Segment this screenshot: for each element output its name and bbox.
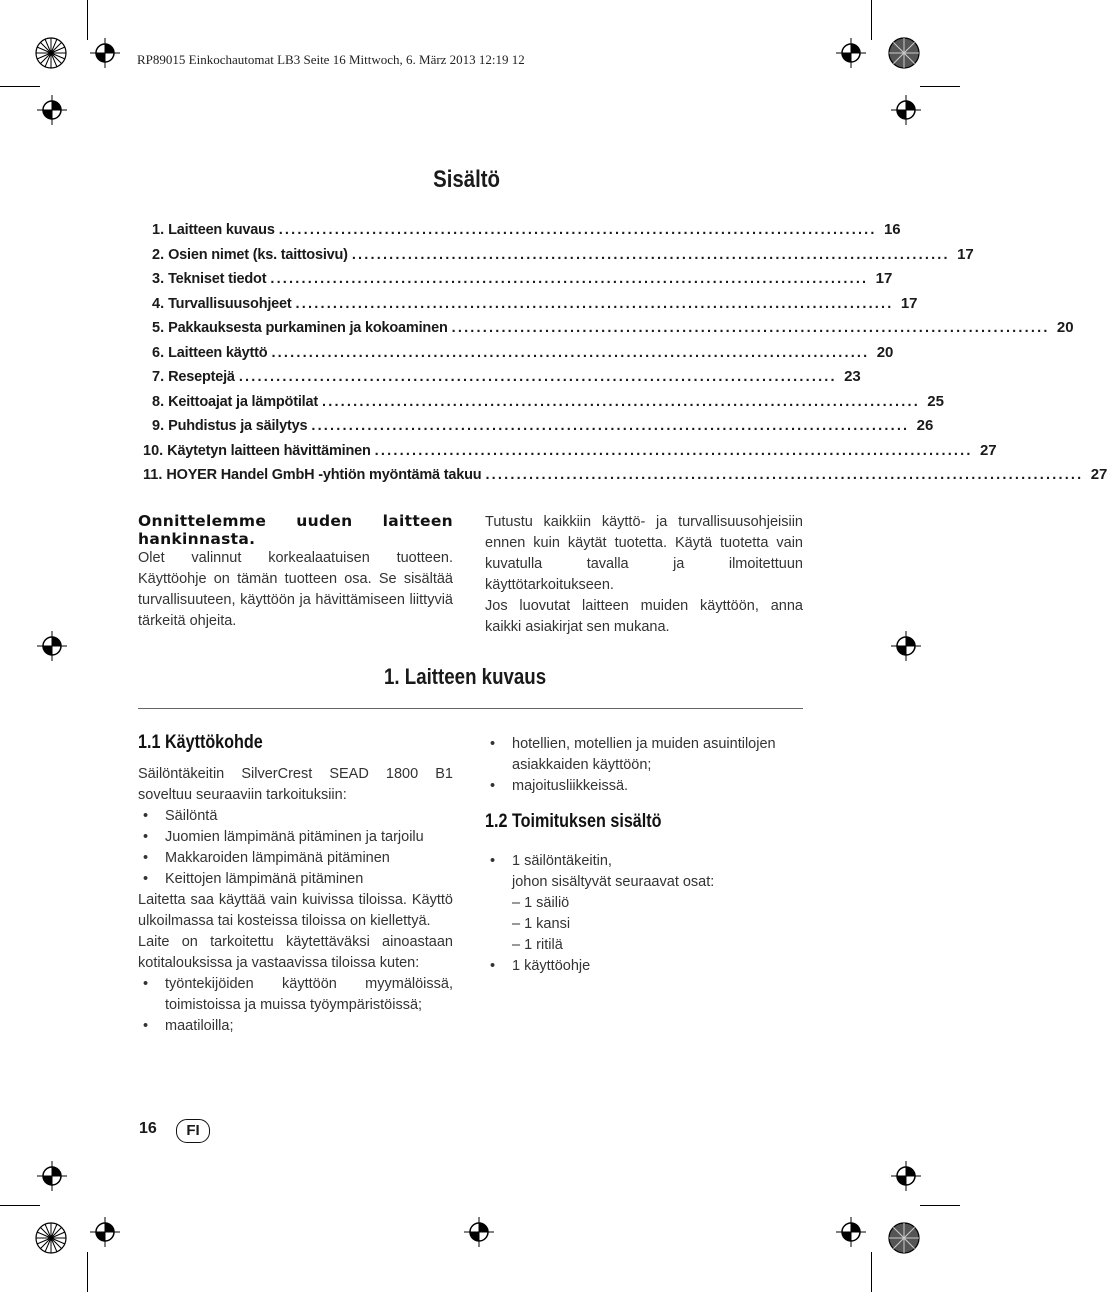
toc-leader-dots: ................................................................................................ <box>278 222 877 238</box>
toc-entry[interactable] <box>152 245 974 271</box>
intro-paragraph: Jos luovutat laitteen muiden käyttöön, anna kaikki asiakirjat sen mukana. <box>485 598 803 635</box>
toc-entry-number: 1. <box>152 222 165 238</box>
toc-entry[interactable] <box>152 368 861 393</box>
list-item: • maatiloilla; <box>138 1016 453 1037</box>
toc-entry-page: 23 <box>844 368 861 385</box>
paragraph: Säilöntäkeitin SilverCrest SEAD 1800 B1 soveltuu seuraaviin tarkoituksiin: <box>138 766 453 803</box>
toc-entry-page: 17 <box>875 270 893 287</box>
toc-leader-dots: ................................................................................................ <box>485 467 1084 483</box>
list-item: • työntekijöiden käyttöön myymälöissä, toimistoissa ja muissa työympäristöissä; <box>138 974 453 1016</box>
toc-entry-page: 17 <box>957 245 974 263</box>
crop-mark <box>0 1205 40 1206</box>
intro-heading: Onnittelemme uuden laitteen hankinnasta. <box>138 512 453 548</box>
crop-mark <box>87 0 88 40</box>
registration-mark-icon <box>90 1217 120 1247</box>
toc-entry-page: 27 <box>1090 466 1107 483</box>
subsection-title: 1.2 Toimituksen sisältö <box>485 811 662 832</box>
subsection-title: 1.1 Käyttökohde <box>138 732 263 753</box>
list-item: • Säilöntä <box>138 806 453 827</box>
bullet-list <box>138 806 453 890</box>
toc-title: Sisältö <box>433 166 500 193</box>
toc-entry[interactable] <box>152 417 934 442</box>
toc-entry-title: Laitteen käyttö <box>168 344 268 361</box>
toc-entry[interactable] <box>152 319 1074 344</box>
toc-entry[interactable] <box>152 221 901 246</box>
page-number: 16 <box>139 1120 157 1137</box>
toc-entry-page: 27 <box>979 441 997 459</box>
toc-entry-title: Pakkauksesta purkaminen ja kokoaminen <box>168 320 448 336</box>
toc-entry-title: Tekniset tiedot <box>168 271 267 287</box>
crop-mark <box>920 1205 960 1206</box>
toc-entry-page: 25 <box>927 392 944 410</box>
toc-entry-page: 16 <box>883 221 901 238</box>
toc-entry[interactable] <box>152 343 894 369</box>
toc-entry[interactable] <box>152 392 944 418</box>
toc-entry-number: 7. <box>152 369 165 385</box>
bullet-list <box>485 734 803 797</box>
toc-leader-dots: ................................................................................................ <box>351 246 950 263</box>
crop-mark <box>0 86 40 87</box>
intro-left-column <box>138 512 453 632</box>
toc-entry[interactable] <box>143 466 1107 491</box>
bullet-list <box>485 851 803 977</box>
toc-entry-number: 3. <box>152 271 165 287</box>
table-of-contents <box>143 221 1107 491</box>
intro-text: Olet valinnut korkealaatuisen tuotteen. Käyttöohje on tämän tuotteen osa. Se sisältää turvallisuuteen, käyttöön ja hävittämiseen liittyviä tärkeitä ohjeita. <box>138 550 453 629</box>
list-item-text: • 1 säilöntäkeitin, <box>512 853 612 869</box>
toc-entry-page: 20 <box>1056 319 1074 336</box>
list-item-text: johon sisältyvät seuraavat osat: <box>512 874 715 890</box>
sub-list-item: – 1 ritilä <box>512 937 563 953</box>
sub-list-item: – 1 säiliö <box>512 895 570 911</box>
toc-entry-title: Laitteen kuvaus <box>168 222 275 238</box>
toc-leader-dots: ................................................................................................ <box>271 344 870 361</box>
toc-leader-dots: ................................................................................................ <box>270 271 869 287</box>
toc-leader-dots: ................................................................................................ <box>374 442 973 459</box>
toc-entry-number: 6. <box>152 344 165 361</box>
registration-mark-icon <box>90 38 120 68</box>
star-target-icon <box>34 36 68 70</box>
list-item: • Makkaroiden lämpimänä pitäminen <box>138 848 453 869</box>
crop-mark <box>87 1252 88 1292</box>
toc-entry-number: 2. <box>152 246 165 263</box>
intro-paragraph: Tutustu kaikkiin käyttö- ja turvallisuusohjeisiin ennen kuin käytät tuotetta. Käytä tuotetta vain kuvatulla tavalla ja ilmoitettuun käyttötarkoitukseen. <box>485 514 803 593</box>
registration-mark-icon <box>836 1217 866 1247</box>
list-item: • hotellien, motellien ja muiden asuintilojen asiakkaiden käyttöön; <box>485 734 803 776</box>
registration-mark-icon <box>464 1217 494 1247</box>
list-item: • 1 käyttöohje <box>485 956 803 977</box>
crop-mark <box>871 0 872 40</box>
registration-mark-icon <box>891 1161 921 1191</box>
paragraph: Laite on tarkoitettu käytettäväksi ainoastaan kotitalouksissa ja vastaavissa tiloissa kuten: <box>138 934 453 971</box>
bullet-list <box>138 974 453 1037</box>
section-title: 1. Laitteen kuvaus <box>384 664 547 689</box>
toc-leader-dots: ................................................................................................ <box>311 418 910 434</box>
section-divider <box>138 708 803 709</box>
registration-mark-icon <box>37 1161 67 1191</box>
crop-mark <box>920 86 960 87</box>
registration-mark-icon <box>891 631 921 661</box>
toc-entry-title: Reseptejä <box>168 369 235 385</box>
toc-entry-title: Keittoajat ja lämpötilat <box>168 393 318 410</box>
toc-leader-dots: ................................................................................................ <box>322 393 920 410</box>
registration-mark-icon <box>891 95 921 125</box>
toc-entry-number: 10. <box>143 442 164 459</box>
toc-entry[interactable] <box>152 270 893 295</box>
list-item: • Juomien lämpimänä pitäminen ja tarjoilu <box>138 827 453 848</box>
toc-entry-title: Turvallisuusohjeet <box>168 295 292 312</box>
toc-entry-title: Osien nimet (ks. taittosivu) <box>168 246 348 263</box>
crop-mark <box>871 1252 872 1292</box>
toc-leader-dots: ................................................................................................ <box>295 295 894 312</box>
toc-entry-number: 5. <box>152 320 165 336</box>
list-item: • majoitusliikkeissä. <box>485 776 803 797</box>
star-target-icon <box>887 1221 921 1255</box>
list-item: • Keittojen lämpimänä pitäminen <box>138 869 453 890</box>
toc-entry-number: 11. <box>143 467 163 483</box>
registration-mark-icon <box>37 631 67 661</box>
list-item <box>485 851 803 956</box>
toc-entry[interactable] <box>152 294 918 320</box>
star-target-icon <box>887 36 921 70</box>
toc-entry-page: 17 <box>900 294 918 312</box>
language-badge: FI <box>176 1119 210 1143</box>
toc-entry-number: 8. <box>152 393 165 410</box>
intro-right-column <box>485 512 803 638</box>
toc-leader-dots: ................................................................................................ <box>238 369 837 385</box>
sub-list-item: – 1 kansi <box>512 916 571 932</box>
toc-entry-title: Käytetyn laitteen hävittäminen <box>167 442 371 459</box>
print-header: RP89015 Einkochautomat LB3 Seite 16 Mittwoch, 6. März 2013 12:19 12 <box>137 52 525 67</box>
toc-leader-dots: ................................................................................................ <box>451 320 1050 336</box>
toc-entry-number: 4. <box>152 295 165 312</box>
registration-mark-icon <box>37 95 67 125</box>
right-column <box>485 734 803 977</box>
toc-entry-page: 26 <box>916 417 934 434</box>
toc-entry-title: HOYER Handel GmbH -yhtiön myöntämä takuu <box>166 467 482 483</box>
star-target-icon <box>34 1221 68 1255</box>
paragraph: Laitetta saa käyttää vain kuivissa tiloissa. Käyttö ulkoilmassa tai kosteissa tiloissa on kiellettyä. <box>138 892 453 929</box>
toc-entry-title: Puhdistus ja säilytys <box>168 418 308 434</box>
toc-entry-page: 20 <box>876 343 894 361</box>
left-column <box>138 732 453 1037</box>
registration-mark-icon <box>836 38 866 68</box>
toc-entry[interactable] <box>143 441 997 467</box>
toc-entry-number: 9. <box>152 418 165 434</box>
